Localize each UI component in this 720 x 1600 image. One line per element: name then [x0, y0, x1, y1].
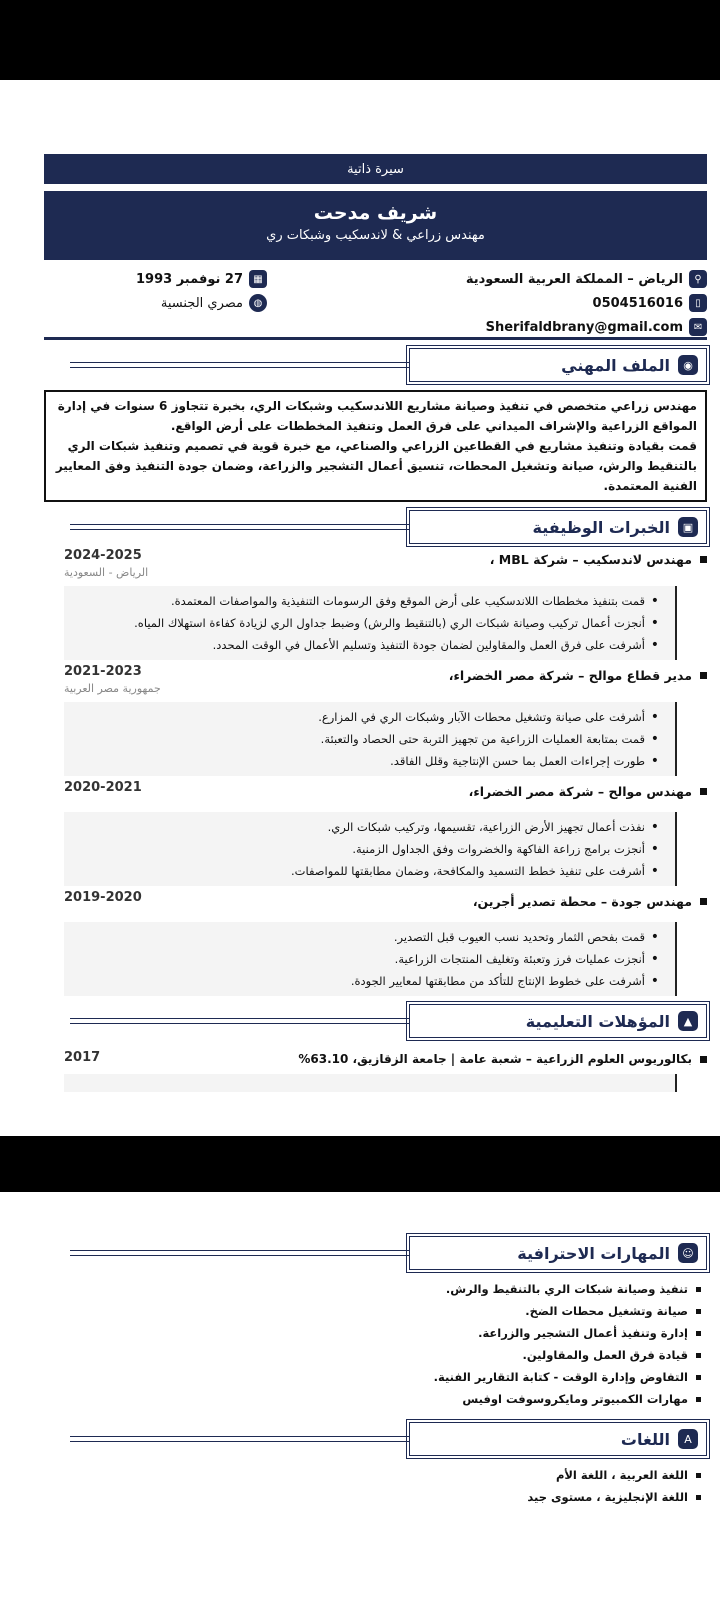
contact-email: ✉ Sherifaldbrany@gmail.com [486, 318, 707, 336]
education-title: بكالوريوس العلوم الزراعية – شعبة عامة | جامعة الزقازيق، 63.10% [298, 1052, 692, 1066]
list-item: قيادة فرق العمل والمقاولين. [44, 1344, 701, 1366]
job-bullets [64, 586, 677, 660]
job-location: الرياض - السعودية [64, 566, 149, 579]
list-item: • أشرفت على صيانة وتشغيل محطات الآبار وشبكات الري في المزارع. [72, 706, 659, 728]
contact-phone: ▯ 0504516016 [593, 294, 707, 312]
section-title: اللغات [620, 1429, 670, 1449]
square-bullet-icon [696, 1353, 701, 1358]
job-date: 2019-2020 [64, 890, 142, 905]
list-item: • قمت بمتابعة العمليات الزراعية من تجهيز التربة حتى الحصاد والتعبئة. [72, 728, 659, 750]
list-item: اللغة الإنجليزية ، مستوى جيد [44, 1486, 701, 1508]
square-bullet-icon [700, 556, 707, 563]
square-bullet-icon [696, 1331, 701, 1336]
job-title: مهندس لاندسكيب – شركة MBL ، [489, 552, 692, 567]
job-title: مهندس جودة – محطة تصدير أجرين، [472, 894, 692, 909]
location-pin-icon: ⚲ [689, 270, 707, 288]
user-skills-icon: ☺ [678, 1243, 698, 1263]
job-entry [44, 780, 707, 886]
square-bullet-icon [700, 788, 707, 795]
profile-paragraph: قمت بقيادة وتنفيذ مشاريع في القطاعين الزراعي والصناعي، مع خبرة قوية في تصميم وتنفيذ شبكات الري بالتنقيط والرش، صيانة وتشغيل المحطات، تنسيق أعمال التشجير والزراعة، وضمان جودة التنفيذ وفق المعايير الفنية المعتمدة. [55, 439, 697, 493]
list-item: • طورت إجراءات العمل بما حسن الإنتاجية وقلل الفاقد. [72, 750, 659, 772]
section-title: الخبرات الوظيفية [532, 517, 670, 537]
page-break-band [0, 1136, 720, 1192]
section-rule [70, 1250, 417, 1256]
job-bullets [64, 812, 677, 886]
job-date: 2020-2021 [64, 780, 142, 795]
list-item: اللغة العربية ، اللغة الأم [44, 1464, 701, 1486]
document-title: سيرة ذاتية [44, 154, 707, 184]
header-block [44, 191, 707, 260]
translate-icon: A [678, 1429, 698, 1449]
square-bullet-icon [700, 898, 707, 905]
job-title: مدير قطاع موالح – شركة مصر الخضراء، [448, 668, 692, 683]
top-black-band [0, 0, 720, 80]
graduation-cap-icon: ▲ [678, 1011, 698, 1031]
envelope-icon: ✉ [689, 318, 707, 336]
person-role: مهندس زراعي & لاندسكيب وشبكات ري [266, 228, 485, 243]
section-rule [70, 524, 417, 530]
list-item: • قمت بفحص الثمار وتحديد نسب العيوب قبل التصدير. [72, 926, 659, 948]
section-rule [70, 362, 417, 368]
contact-location: ⚲ الرياض – المملكة العربية السعودية [466, 270, 707, 288]
languages-list [44, 1464, 707, 1508]
job-bullets [64, 922, 677, 996]
section-header-experience [44, 510, 707, 544]
education-entry [44, 1044, 707, 1074]
job-entry [44, 890, 707, 996]
list-item: • قمت بتنفيذ مخططات اللاندسكيب على أرض الموقع وفق الرسومات التنفيذية والمواصفات المعتمدة. [72, 590, 659, 612]
job-location: جمهورية مصر العربية [64, 682, 161, 695]
resume-page-2 [44, 1236, 707, 1508]
job-bullets [64, 702, 677, 776]
section-header-profile [44, 348, 707, 382]
square-bullet-icon [696, 1495, 701, 1500]
job-entry [44, 548, 707, 660]
list-item: التفاوض وإدارة الوقت - كتابة التقارير الفنية. [44, 1366, 701, 1388]
section-header-education [44, 1004, 707, 1038]
person-name: شريف مدحت [313, 202, 438, 224]
phone-icon: ▯ [689, 294, 707, 312]
list-item: • نفذت أعمال تجهيز الأرض الزراعية، تقسيمها، وتركيب شبكات الري. [72, 816, 659, 838]
profile-summary [44, 390, 707, 502]
briefcase-icon: ▣ [678, 517, 698, 537]
square-bullet-icon [696, 1287, 701, 1292]
education-date: 2017 [64, 1050, 101, 1065]
list-item: • أنجزت أعمال تركيب وصيانة شبكات الري (بالتنقيط والرش) وضبط جداول الري لزيادة كفاءة استهلاك المياه. [72, 612, 659, 634]
list-item: • أشرفت على خطوط الإنتاج للتأكد من مطابقتها لمعايير الجودة. [72, 970, 659, 992]
list-item: مهارات الكمبيوتر ومايكروسوفت اوفيس [44, 1388, 701, 1410]
section-title: المهارات الاحترافية [517, 1243, 670, 1263]
job-entry [44, 664, 707, 776]
contact-block [44, 260, 707, 340]
list-item: • أشرفت على تنفيذ خطط التسميد والمكافحة، وضمان مطابقتها للمواصفات. [72, 860, 659, 882]
profile-paragraph: مهندس زراعي متخصص في تنفيذ وصيانة مشاريع اللاندسكيب وشبكات الري، بخبرة تتجاوز 6 سنوات في إدارة المواقع الزراعية والإشراف الميداني على فرق العمل وتنفيذ المخططات على أرض الواقع. [57, 399, 697, 433]
section-title: المؤهلات التعليمية [525, 1011, 670, 1031]
job-title: مهندس موالح – شركة مصر الخضراء، [468, 784, 692, 799]
section-rule [70, 1018, 417, 1024]
square-bullet-icon [700, 1056, 707, 1063]
education-band [64, 1074, 677, 1092]
calendar-icon: ▦ [249, 270, 267, 288]
target-icon: ◉ [678, 355, 698, 375]
job-date: 2024-2025 [64, 548, 142, 563]
list-item: • أنجزت عمليات فرز وتعبئة وتغليف المنتجات الزراعية. [72, 948, 659, 970]
list-item: إدارة وتنفيذ أعمال التشجير والزراعة. [44, 1322, 701, 1344]
square-bullet-icon [700, 672, 707, 679]
globe-icon: ◍ [249, 294, 267, 312]
square-bullet-icon [696, 1309, 701, 1314]
contact-nationality: ◍ مصري الجنسية [161, 294, 267, 312]
square-bullet-icon [696, 1397, 701, 1402]
job-date: 2021-2023 [64, 664, 142, 679]
section-title: الملف المهني [561, 355, 670, 375]
section-header-languages [44, 1422, 707, 1456]
skills-list [44, 1278, 707, 1410]
list-item: • أشرفت على فرق العمل والمقاولين لضمان جودة التنفيذ وتسليم الأعمال في الوقت المحدد. [72, 634, 659, 656]
section-header-skills [44, 1236, 707, 1270]
resume-page-1 [44, 154, 707, 1092]
contact-birthdate: ▦ 27 نوفمبر 1993 [136, 270, 267, 288]
section-rule [70, 1436, 417, 1442]
list-item: • أنجزت برامج زراعة الفاكهة والخضروات وفق الجداول الزمنية. [72, 838, 659, 860]
square-bullet-icon [696, 1375, 701, 1380]
square-bullet-icon [696, 1473, 701, 1478]
list-item: تنفيذ وصيانة شبكات الري بالتنقيط والرش. [44, 1278, 701, 1300]
list-item: صيانة وتشغيل محطات الضخ. [44, 1300, 701, 1322]
